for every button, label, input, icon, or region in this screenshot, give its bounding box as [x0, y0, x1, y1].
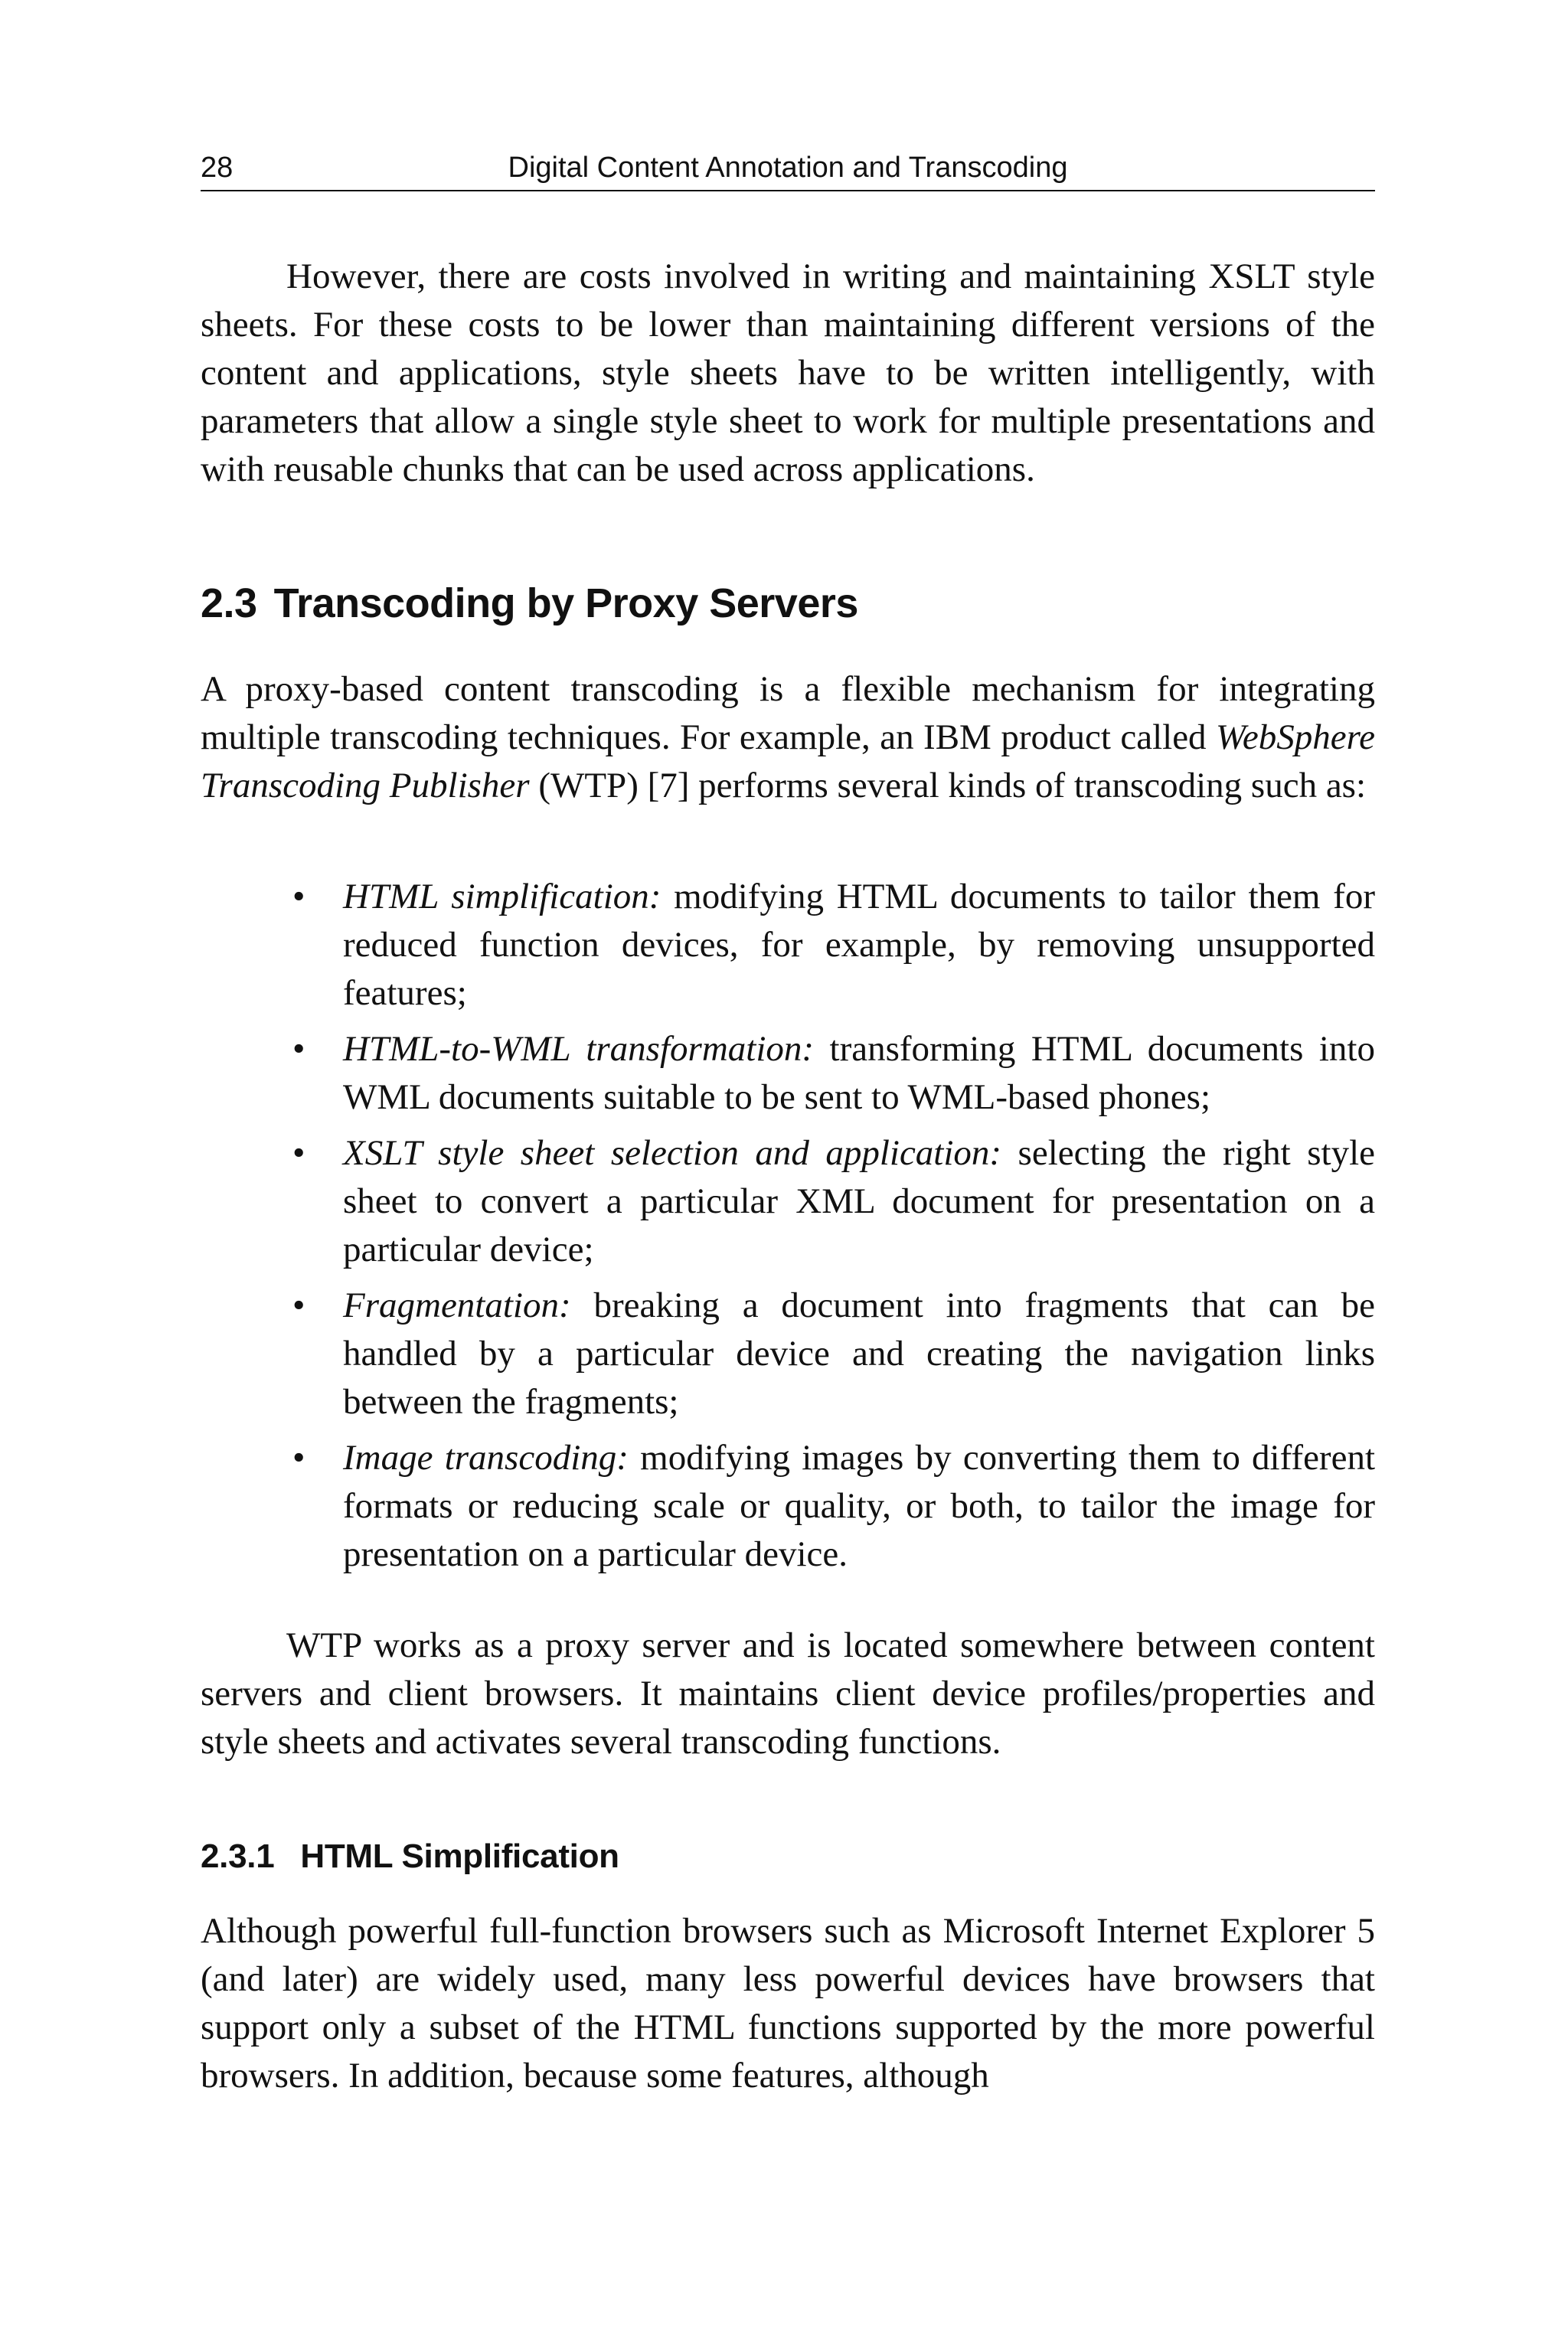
list-item-text: transforming HTML documents into WML documents suitable to be sent to WML-based phones;	[343, 1029, 1375, 1117]
subsection-paragraph: Although powerful full-function browsers such as Microsoft Internet Explorer 5 (and later) are widely used, many less powerful devices have browsers that support only a subset of the HTML functions supported by the more powerful browsers. In addition, because some features, although	[201, 1911, 1375, 2096]
list-item-term: Image transcoding:	[343, 1438, 629, 1478]
list-item	[292, 1025, 1375, 1122]
subsection-title: HTML Simplification	[300, 1838, 619, 1875]
list-item	[292, 1129, 1375, 1274]
intro-paragraph: However, there are costs involved in writing and maintaining XSLT style sheets. For these costs to be lower than maintaining different versions of the content and applications, style sheets have to be written intelligently, with parameters that allow a single style sheet to work for multiple presentations and with reusable chunks that can be used across applications.	[201, 256, 1375, 489]
list-item-term: HTML simplification:	[343, 877, 662, 916]
list-item-text: modifying images by converting them to different formats or reducing scale or quality, or both, to tailor the image for presentation on a particular device.	[343, 1438, 1375, 1574]
list-item	[292, 873, 1375, 1018]
list-item-text: modifying HTML documents to tailor them for reduced function devices, for example, by removing unsupported features;	[343, 877, 1375, 1013]
book-title: Digital Content Annotation and Transcoding	[508, 152, 1068, 184]
subsection-heading	[201, 1834, 1375, 1880]
product-name: WebSphere Transcoding Publisher	[201, 717, 1375, 805]
list-item-text: breaking a document into fragments that can be handled by a particular device and creating the navigation links between the fragments;	[343, 1285, 1375, 1422]
paragraph-lead: A proxy-based content transcoding is a flexible mechanism for integrating multiple transcoding techniques. For example, an IBM product called	[201, 669, 1375, 757]
section-intro-paragraph	[201, 665, 1375, 810]
page-number: 28	[201, 152, 234, 184]
bullet-icon: •	[292, 1133, 305, 1173]
section-heading	[201, 577, 1375, 630]
bullet-icon: •	[292, 1029, 305, 1069]
bullet-icon: •	[292, 1438, 305, 1478]
list-item-text: selecting the right style sheet to convert a particular XML document for presentation on a particular device;	[343, 1133, 1375, 1269]
subsection-number: 2.3.1	[201, 1838, 275, 1875]
transcoding-list	[201, 873, 1375, 1579]
running-header	[201, 145, 1375, 191]
list-item	[292, 1282, 1375, 1426]
section-number: 2.3	[201, 580, 257, 626]
list-item-term: HTML-to-WML transformation:	[343, 1029, 815, 1069]
closing-paragraph: WTP works as a proxy server and is located somewhere between content servers and client browsers. It maintains client device profiles/properties and style sheets and activates several transcoding functions.	[201, 1625, 1375, 1762]
bullet-icon: •	[292, 1285, 305, 1325]
list-item-term: XSLT style sheet selection and application:	[343, 1133, 1002, 1173]
list-item-term: Fragmentation:	[343, 1285, 571, 1325]
section-title: Transcoding by Proxy Servers	[273, 580, 858, 626]
list-item	[292, 1434, 1375, 1579]
bullet-icon: •	[292, 877, 305, 916]
paragraph-tail: (WTP) [7] performs several kinds of transcoding such as:	[529, 766, 1367, 805]
book-page	[201, 145, 1375, 2100]
